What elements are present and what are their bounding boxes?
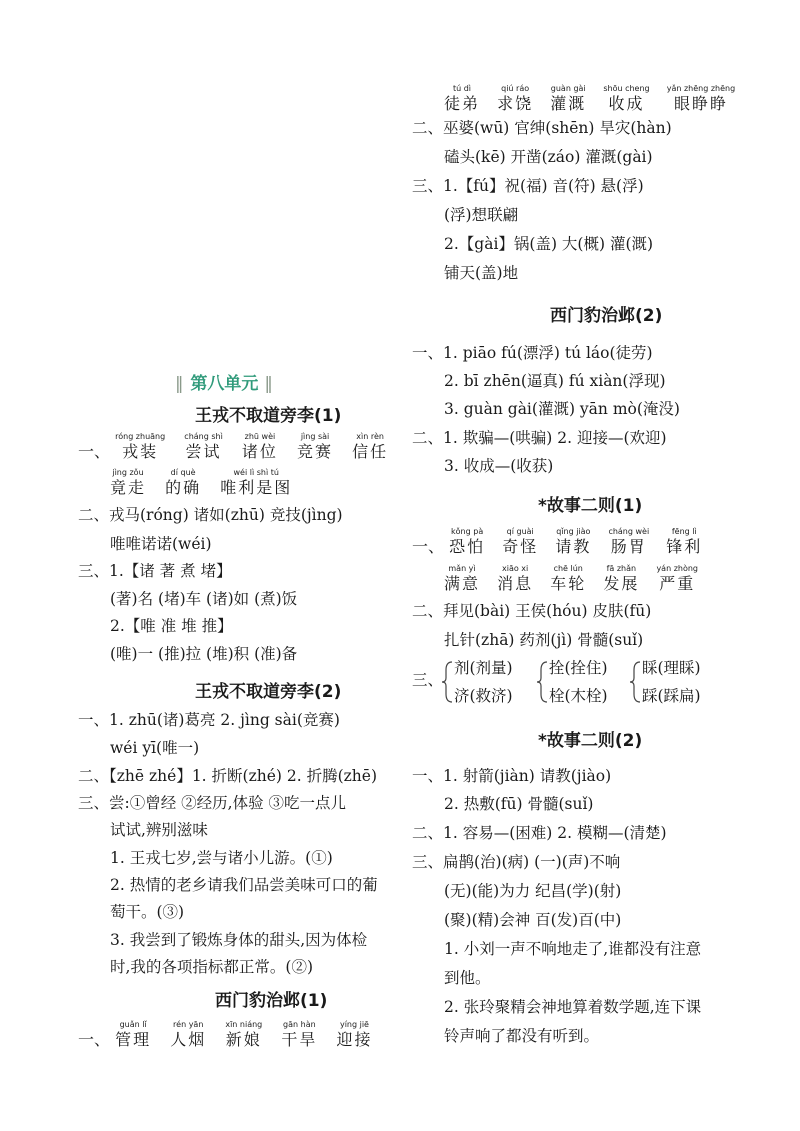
right-top-line: 2.【gài】锅(盖) 大(概) 灌(溉): [444, 235, 654, 253]
ruby-word: dí què 的确: [165, 468, 202, 497]
brace-icon: [628, 660, 642, 704]
wr1-line: 二、戎马(róng) 诸如(zhū) 竞技(jìng): [78, 506, 343, 524]
wr2-line: 一、1. zhū(诸)葛亮 2. jìng sài(竞赛): [78, 711, 340, 729]
wr2-line: 1. 王戎七岁,尝与诸小儿游。(①): [110, 849, 333, 867]
ruby-word: shōu cheng 收成: [603, 84, 650, 113]
right-top-line: 铺天(盖)地: [444, 264, 519, 282]
ruby-word: jìng zǒu 竟走: [110, 468, 147, 497]
xm1-ruby-row: [78, 1020, 372, 1050]
right-top-ruby-row: [444, 84, 735, 114]
wr2-line: wéi yī(唯一): [110, 739, 200, 757]
section-title-gs2: *故事二则(2): [538, 731, 643, 751]
ruby-word: xiāo xi 消息: [497, 564, 534, 593]
ruby-word: guǎn lǐ 管理: [115, 1020, 152, 1049]
ruby-word: guàn gài 灌溉: [550, 84, 587, 113]
wr1-ruby-row1: [78, 432, 388, 462]
ruby-word: zhū wèi 诸位: [241, 432, 278, 461]
xm2-line: 3. 收成—(收获): [444, 457, 554, 475]
right-top-line: 磕头(kē) 开凿(záo) 灌溉(gài): [444, 148, 653, 166]
ruby-word: gān hàn 干旱: [281, 1020, 318, 1049]
xm2-line: 2. bī zhēn(逼真) fú xiàn(浮现): [444, 372, 666, 390]
ruby-word: yán zhòng 严重: [656, 564, 698, 593]
gs2-line: 二、1. 容易—(困难) 2. 模糊—(清楚): [412, 824, 667, 842]
gs1-ruby-row1: [412, 527, 702, 557]
gs1-ruby-row1-label: 一、: [412, 537, 445, 556]
ruby-word: qiú ráo 求饶: [497, 84, 534, 113]
pair-bottom: 栓(木栓): [549, 687, 608, 705]
gs2-line: 铃声响了都没有听到。: [444, 1027, 600, 1045]
pair-top: 剂(剂量): [454, 659, 513, 677]
pair-top: 拴(拴住): [549, 659, 608, 677]
ruby-word: xìn rèn 信任: [352, 432, 389, 461]
gs1-line: 二、拜见(bài) 王侯(hóu) 皮肤(fū): [412, 602, 652, 620]
gs2-line: 1. 小刘一声不响地走了,谁都没有注意: [444, 940, 702, 958]
wr1-ruby-row1-label: 一、: [78, 442, 111, 461]
right-top-line: (浮)想联翩: [444, 206, 519, 224]
ruby-word: cháng shì 尝试: [184, 432, 223, 461]
ruby-word: rén yān 人烟: [170, 1020, 207, 1049]
ruby-word: fēng lì 锋利: [666, 527, 703, 556]
right-top-line: 三、1.【fú】祝(福) 音(符) 悬(浮): [412, 177, 644, 195]
ruby-word: chē lún 车轮: [550, 564, 587, 593]
section-title-xm1: 西门豹治邺(1): [215, 991, 328, 1011]
unit-title: 第八单元: [190, 374, 259, 394]
brace-icon: [535, 660, 549, 704]
right-top-line: 二、巫婆(wū) 官绅(shēn) 旱灾(hàn): [412, 119, 672, 137]
xm2-line: 3. guàn gài(灌溉) yān mò(淹没): [444, 400, 680, 418]
gs1-pairs-label: 三、: [412, 671, 444, 689]
ruby-word: jìng sài 竞赛: [297, 432, 334, 461]
gs2-line: 一、1. 射箭(jiàn) 请教(jiào): [412, 767, 612, 785]
gs2-line: 三、扁鹊(治)(病) (一)(声)不响: [412, 853, 621, 871]
pair-top: 睬(理睬): [642, 659, 701, 677]
gs2-line: 2. 张玲聚精会神地算着数学题,连下课: [444, 998, 702, 1016]
gs1-ruby-row2: [444, 564, 698, 594]
ruby-word: qí guài 奇怪: [502, 527, 539, 556]
ruby-word: cháng wèi 肠胃: [608, 527, 650, 556]
wr1-line: 唯唯诺诺(wéi): [110, 535, 212, 553]
section-title-gs1: *故事二则(1): [538, 496, 643, 516]
gs2-line: (无)(能)为力 纪昌(学)(射): [444, 882, 622, 900]
ruby-word: tú dì 徒弟: [444, 84, 481, 113]
ruby-word: yǎn zhēng zhēng 眼睁睁: [666, 84, 736, 113]
xm2-line: 二、1. 欺骗—(哄骗) 2. 迎接—(欢迎): [412, 429, 667, 447]
gs2-line: 2. 热敷(fū) 骨髓(suǐ): [444, 795, 594, 813]
wr2-line: 试试,辨别滋味: [110, 821, 208, 839]
wr1-line: 三、1.【诸 著 煮 堵】: [78, 562, 232, 580]
unit-bar-left: ‖: [175, 374, 185, 394]
pair-bottom: 济(救济): [454, 687, 513, 705]
wr2-line: 2. 热情的老乡请我们品尝美味可口的葡: [110, 876, 378, 894]
wr2-line: 时,我的各项指标都正常。(②): [110, 958, 314, 976]
ruby-word: fā zhǎn 发展: [603, 564, 640, 593]
ruby-word: kǒng pà 恐怕: [449, 527, 486, 556]
pair-bottom: 踩(踩扁): [642, 687, 701, 705]
ruby-word: qǐng jiào 请教: [555, 527, 592, 556]
wr2-line: 二、【zhē zhé】1. 折断(zhé) 2. 折腾(zhē): [78, 767, 378, 785]
ruby-word: mǎn yì 满意: [444, 564, 481, 593]
gs2-line: (聚)(精)会神 百(发)百(中): [444, 911, 622, 929]
ruby-word: xīn niáng 新娘: [225, 1020, 263, 1049]
unit-heading: [175, 373, 274, 395]
section-title-wr2: 王戎不取道旁李(2): [195, 682, 342, 702]
wr1-line: (著)名 (堵)车 (诸)如 (煮)饭: [110, 590, 298, 608]
wr2-line: 三、尝:①曾经 ②经历,体验 ③吃一点儿: [78, 794, 347, 812]
xm2-line: 一、1. piāo fú(漂浮) tú láo(徒劳): [412, 344, 653, 362]
wr1-line: (唯)一 (推)拉 (堆)积 (准)备: [110, 645, 298, 663]
wr1-ruby-row2: [110, 468, 292, 498]
ruby-word: wéi lì shì tú 唯利是图: [220, 468, 293, 497]
section-title-xm2: 西门豹治邺(2): [550, 306, 663, 326]
section-title-wr1: 王戎不取道旁李(1): [195, 406, 342, 426]
gs2-line: 到他。: [444, 969, 491, 987]
ruby-word: yíng jiē 迎接: [336, 1020, 373, 1049]
unit-bar-right: ‖: [264, 374, 274, 394]
wr1-line: 2.【唯 准 堆 推】: [110, 617, 233, 635]
wr2-line: 萄干。(③): [110, 903, 185, 921]
brace-icon: [440, 660, 454, 704]
xm1-ruby-row-label: 一、: [78, 1030, 111, 1049]
gs1-line: 扎针(zhā) 药剂(jì) 骨髓(suǐ): [444, 631, 644, 649]
ruby-word: róng zhuāng 戎装: [115, 432, 166, 461]
wr2-line: 3. 我尝到了锻炼身体的甜头,因为体检: [110, 931, 368, 949]
